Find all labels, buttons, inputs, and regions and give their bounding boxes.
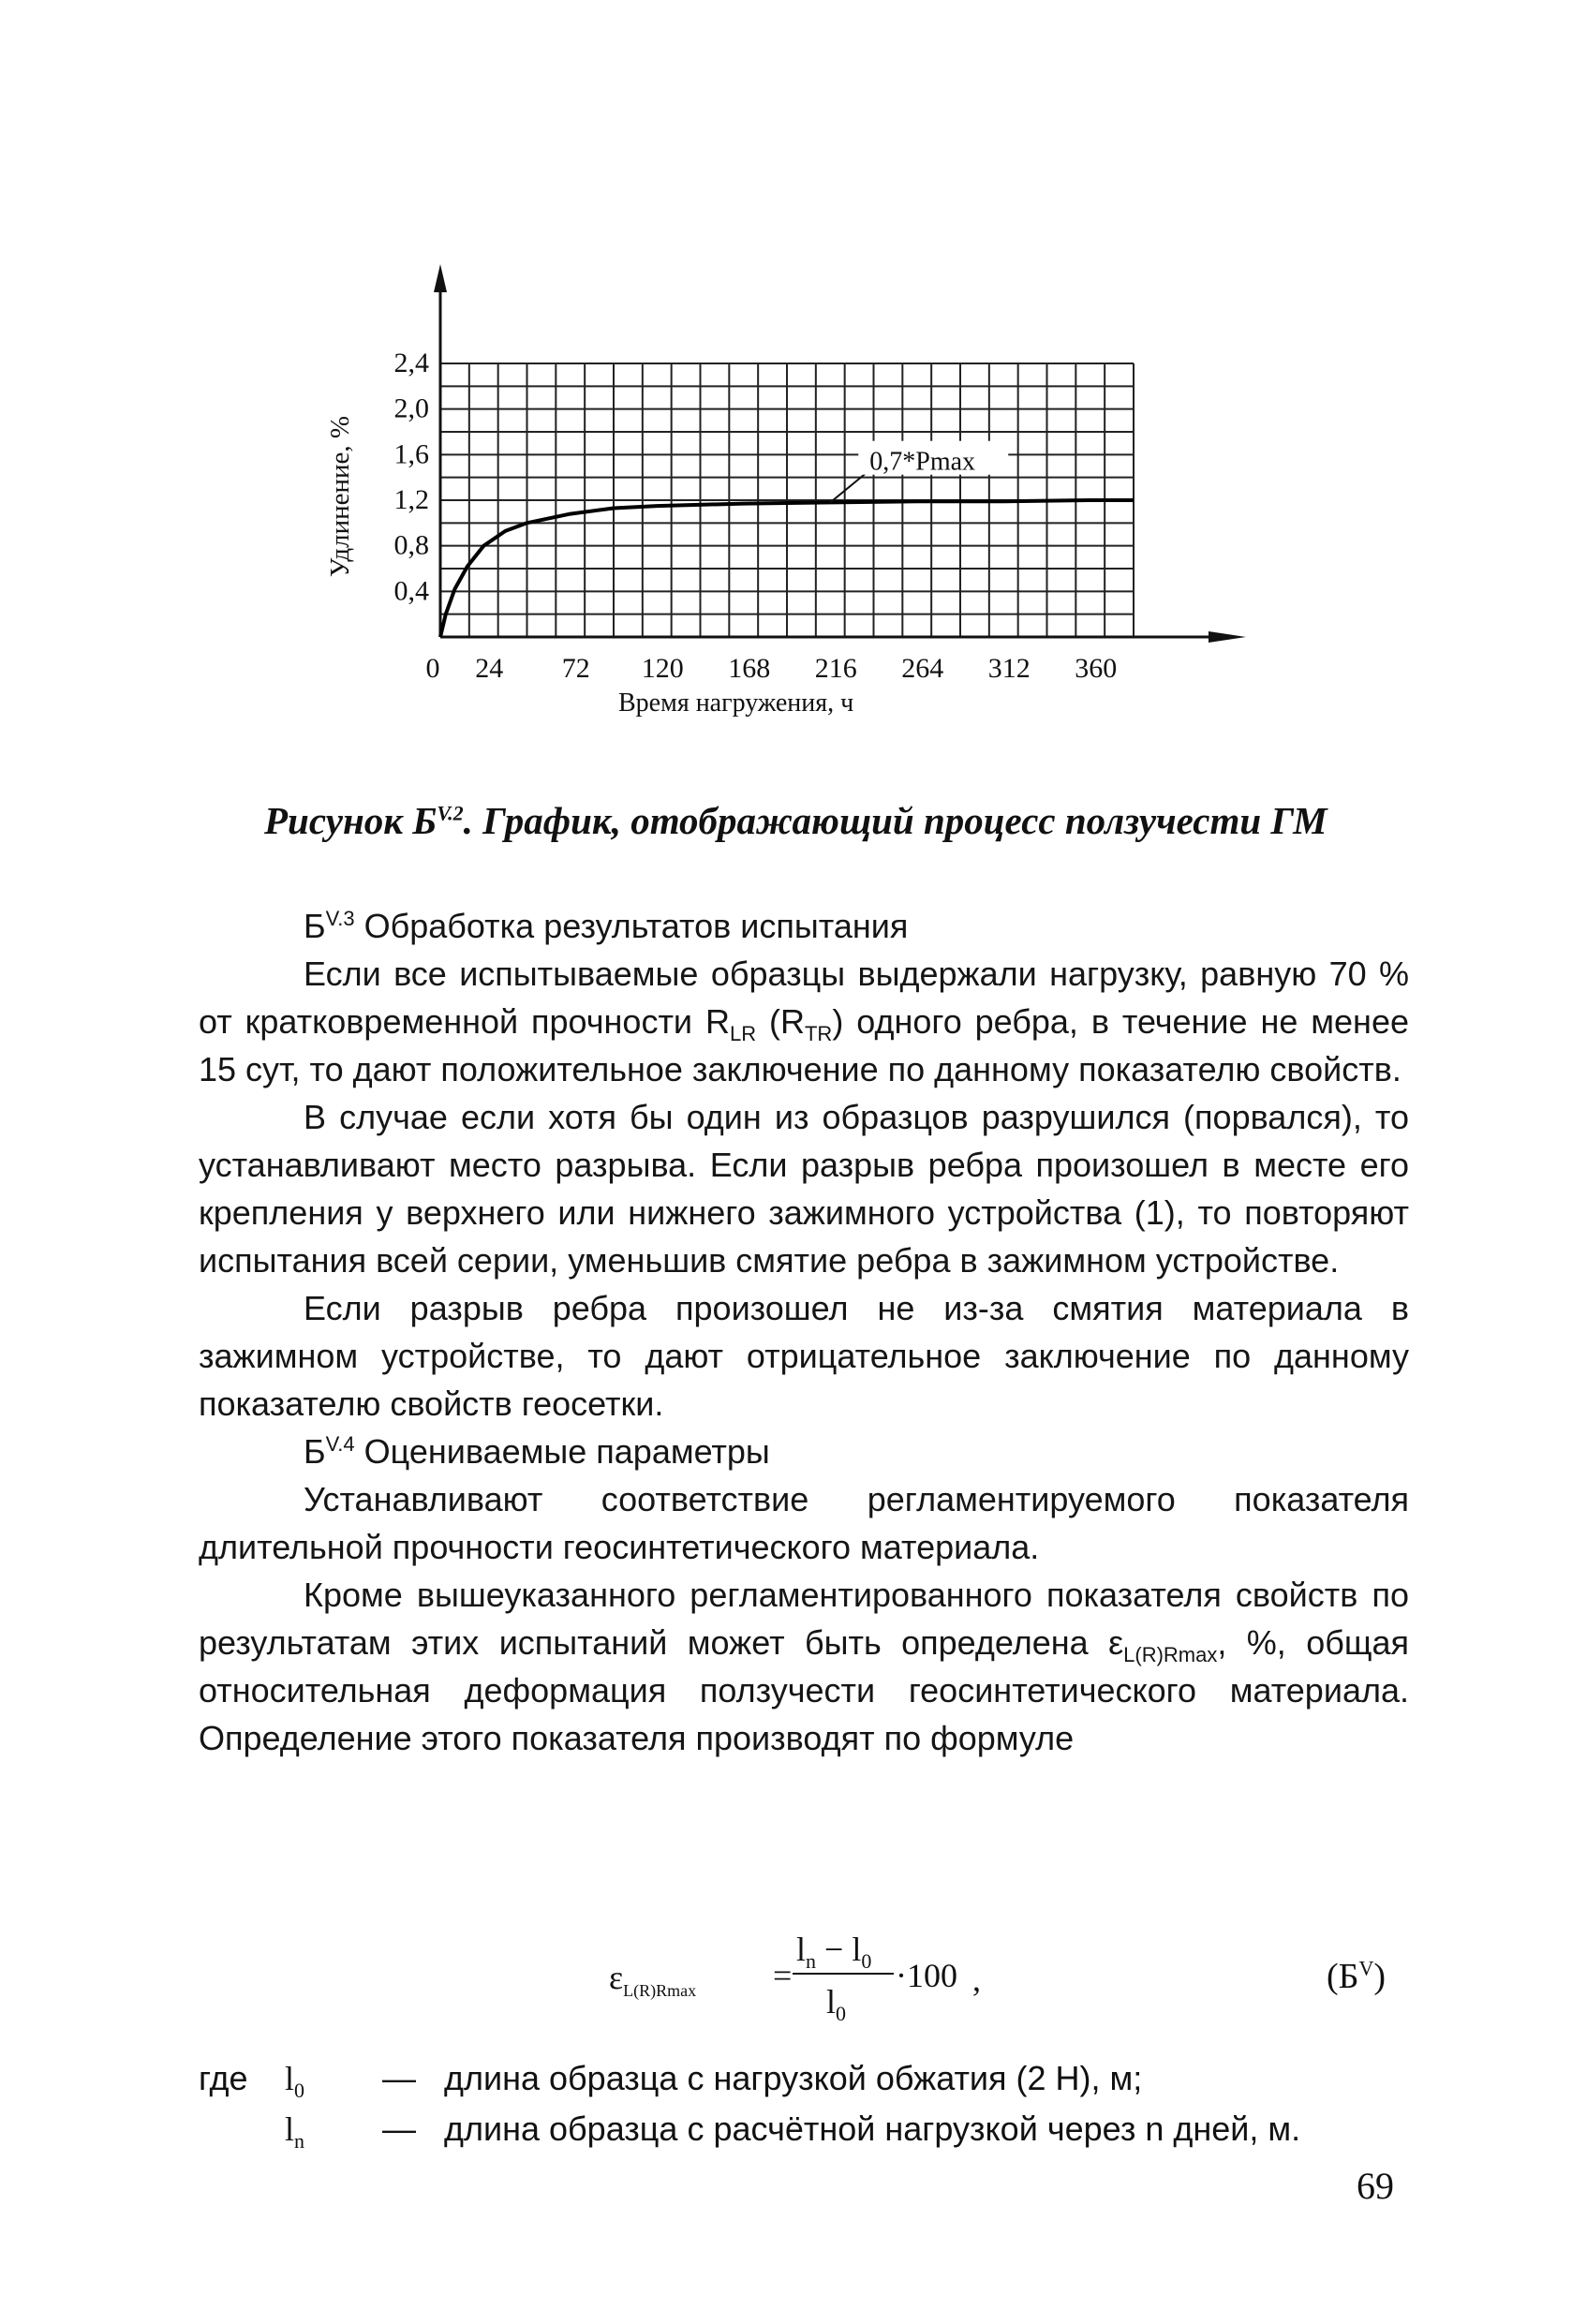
x-tick-label: 264 <box>901 653 944 684</box>
caption-prefix: Рисунок Б <box>264 799 437 842</box>
annotation-label: 0,7*Pmax <box>869 447 976 477</box>
creep-formula <box>609 1930 1031 2033</box>
definition-text: длина образца с нагрузкой обжатия (2 Н), м; <box>444 2059 1143 2097</box>
x-tick-label: 72 <box>561 653 590 684</box>
y-tick-label: 1,2 <box>393 484 429 515</box>
body-text <box>199 902 1409 1762</box>
formula-number: $(Б^V)$ <box>1327 1956 1387 1996</box>
caption-sup: V.2 <box>437 801 464 825</box>
x-axis-title: Время нагружения, ч <box>618 688 854 718</box>
definition-text: длина образца с расчётной нагрузкой через n дней, м. <box>444 2109 1301 2148</box>
formula-lhs-sub: L(R)Rmax <box>623 1981 697 2001</box>
x-tick-label: 0 <box>425 653 440 684</box>
x-tick-label: 312 <box>987 653 1031 684</box>
x-tick-label: 360 <box>1075 653 1118 684</box>
y-tick-label: 2,0 <box>393 392 429 424</box>
paragraph-3: Если разрыв ребра произошел не из-за смятия материала в зажимном устройстве, то дают отрицательное заключение по данному показателю свойств геосетки. <box>199 1289 1409 1423</box>
definition-dash: — <box>382 2059 416 2097</box>
x-tick-label: 120 <box>641 653 684 684</box>
annotation-leader <box>830 472 868 503</box>
x-tick-label: 168 <box>728 653 771 684</box>
y-tick-label: 0,8 <box>393 529 429 561</box>
y-axis-title: Удлинение, % <box>325 415 355 578</box>
creep-chart <box>309 262 1293 749</box>
paragraph-1: Если все испытываемые образцы выдержали нагрузку, равную 70 % от кратковременной прочности $R_{LR}$ $(R_{TR})$ одного ребра, в течение не менее 15 сут, то дают положительное заключение по данному показателю свойств. <box>199 955 1409 1088</box>
section-heading-v3: $Б^{V.3}$ Обработка результатов испытания <box>304 907 909 945</box>
paragraph-2: В случае если хотя бы один из образцов разрушился (порвался), то устанавливают место разрыва. Если разрыв ребра произошел в месте его крепления у верхнего или нижнего зажимного устройства (1), то повторяют испытания всей серии, уменьшив смятие ребра в зажимном устройстве. <box>199 1098 1409 1280</box>
definitions <box>199 2059 1416 2160</box>
definition-symbol-sub: 0 <box>294 2079 305 2103</box>
formula-mult: ·100 <box>896 1957 957 1994</box>
formula-numerator: $l_n - l_0$ <box>796 1931 872 1974</box>
page-number: 69 <box>1357 2165 1394 2207</box>
y-tick-label: 0,4 <box>393 575 429 607</box>
definition-dash: — <box>382 2109 416 2148</box>
y-axis-arrow <box>434 264 447 292</box>
section-heading-v4: $Б^{V.4}$ Оцениваемые параметры <box>304 1432 770 1471</box>
definition-symbol: l <box>285 2060 295 2097</box>
formula-denominator: $l_0$ <box>826 1983 847 2026</box>
fraction-bar <box>793 1973 894 1975</box>
definition-symbol-sub: n <box>294 2129 305 2154</box>
x-tick-label: 216 <box>814 653 857 684</box>
paragraph-5: Кроме вышеуказанного регламентированного показателя свойств по результатам этих испытаний может быть определена $\varepsilon_{L(R)Rmax}$, %, общая относительная деформация ползучести геосинтетического материала. Определение этого показателя производят по формуле <box>199 1576 1409 1757</box>
paragraph-4: Устанавливают соответствие регламентируемого показателя длительной прочности геосинтетического материала. <box>199 1480 1409 1566</box>
definition-row <box>199 2059 1416 2109</box>
figure-caption <box>264 798 1327 843</box>
y-tick-label: 2,4 <box>393 348 429 378</box>
where-label: где <box>199 2059 248 2097</box>
x-tick-label: 24 <box>475 653 504 684</box>
definition-symbol: l <box>285 2110 295 2148</box>
definition-row <box>199 2109 1416 2160</box>
x-axis-arrow <box>1209 631 1246 643</box>
formula-eq: = <box>773 1957 793 1994</box>
y-tick-label: 1,6 <box>393 438 429 470</box>
formula-comma: , <box>972 1961 981 1998</box>
caption-rest: . График, отображающий процесс ползучести ГМ <box>463 799 1327 842</box>
formula-lhs: ε <box>609 1959 624 1996</box>
